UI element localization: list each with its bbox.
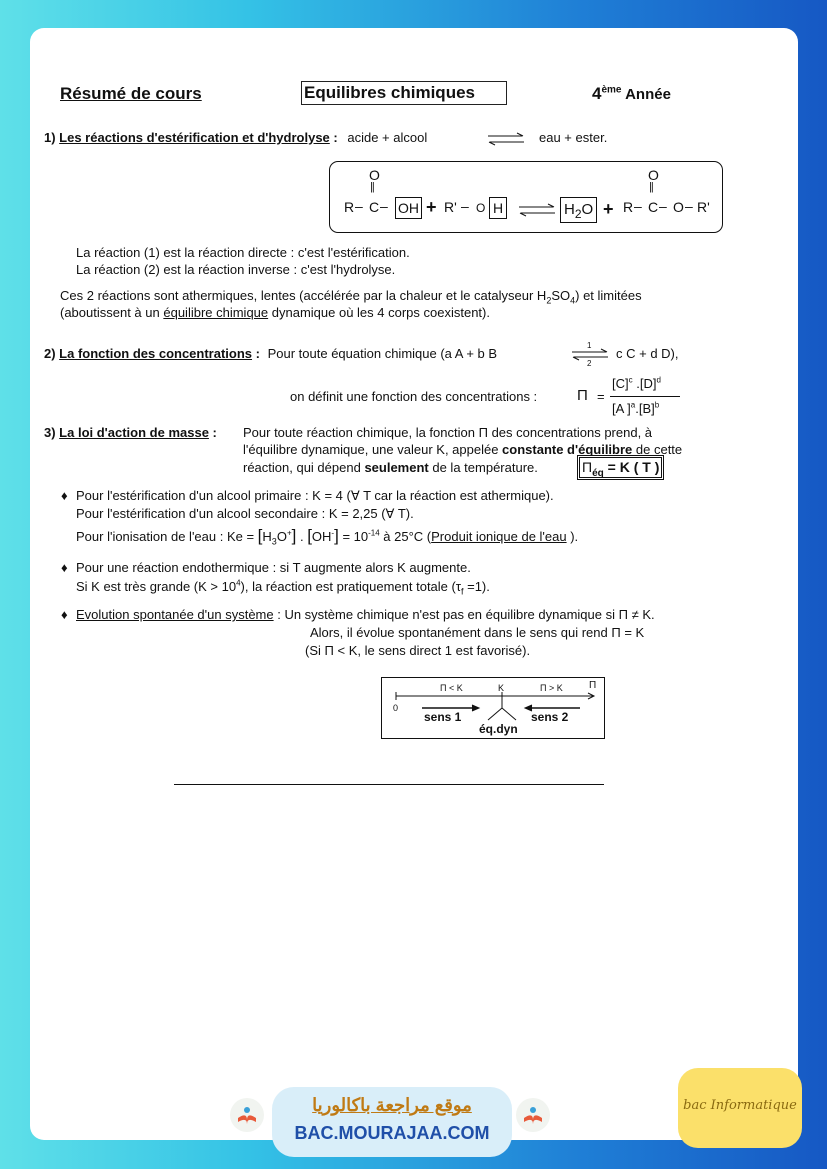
formula-r2: R [623, 199, 634, 215]
formula-rprime: R' [444, 199, 457, 215]
s2-arrow-top: 1 [587, 341, 592, 350]
num-d: [D] [639, 376, 657, 391]
den-b: [B] [638, 401, 655, 416]
b1-h3o-o: O [276, 529, 287, 544]
diagram-sens1: sens 1 [424, 710, 462, 724]
b2-l2a: Si K est très grande (K > 10 [76, 579, 237, 594]
b1-dot: . [296, 529, 308, 544]
bullet1-line1: Pour l'estérification d'un alcool primaire : K = 4 (∀ T car la réaction est athermique). [76, 488, 554, 503]
s1-par-a: Ces 2 réactions sont athermiques, lentes (accélérée par la chaleur et le catalyseur H [60, 288, 547, 303]
formula-area [329, 161, 723, 233]
formula-c2: C [648, 199, 659, 215]
diagram-pi-gt-k: Π > K [540, 683, 563, 693]
formula-oh-box: OH [395, 197, 422, 219]
s1-par-b: SO [551, 288, 571, 303]
equilibrium-arrow-1 [486, 131, 526, 147]
footer-url[interactable]: BAC.MOURAJAA.COM [294, 1123, 490, 1143]
formula-h2o-o: O [581, 201, 594, 218]
book-icon-left [230, 1098, 264, 1132]
formula-h2o-2: 2 [574, 207, 582, 221]
bullet1-line2: Pour l'estérification d'un alcool secondaire : K = 2,25 (∀ T). [76, 506, 414, 521]
footer-site-badge[interactable] [272, 1087, 512, 1157]
formula-o-mid: O [476, 201, 486, 215]
s3-title: La loi d'action de masse [59, 425, 209, 440]
s1-par2-a: (aboutissent à un [60, 305, 164, 320]
s3-line2 [243, 442, 763, 458]
formula-rprime2: R' [697, 199, 710, 215]
b1-h3o-sub: 3 [271, 536, 277, 547]
s1-eq-right: eau + ester. [539, 130, 608, 145]
s3-l2b: constante d'équilibre [502, 442, 633, 457]
diagram-k: K [498, 683, 505, 693]
formula-dash5: – [659, 198, 667, 214]
b2-l2c: =1). [463, 579, 490, 594]
diamond-bullet-1: ♦ [61, 488, 68, 503]
s2-numerator [612, 376, 661, 392]
s1-eq-left: acide + alcool [347, 130, 428, 145]
formula-dash1: – [355, 198, 363, 214]
den-a-exp: a [630, 400, 636, 410]
s3-l3c: de la température. [428, 460, 538, 475]
s2-pi: Π [577, 387, 588, 404]
grade-sup: ème [601, 84, 622, 96]
reaction-inverse: La réaction (2) est la réaction inverse : c'est l'hydrolyse. [76, 262, 396, 277]
box-sub: éq [592, 467, 604, 479]
b1-l3c: ). [566, 529, 579, 544]
s2-equilibrium-arrow [570, 341, 610, 367]
diagram-zero: 0 [393, 703, 399, 713]
den-dot: . [635, 401, 639, 416]
diagram-pi-end: Π [589, 680, 597, 691]
b1-eq: = 10 [338, 529, 369, 544]
b1-oh: OH [311, 529, 332, 544]
s2-text: Pour toute équation chimique (a A + b B [267, 346, 498, 361]
den-b-exp: b [654, 400, 660, 410]
s3-line3 [243, 460, 583, 476]
s1-par-c: ) et limitées [575, 288, 642, 303]
b1-oh-sup: - [331, 528, 335, 538]
reaction-direct: La réaction (1) est la réaction directe : c'est l'estérification. [76, 245, 410, 260]
k-of-t-box [579, 457, 662, 478]
s3-l2a: l'équilibre dynamique, une valeur K, appelée [243, 442, 503, 457]
s1-paragraph-line1 [60, 288, 760, 304]
formula-dbl2: || [649, 181, 653, 193]
formula-o1: O [369, 167, 380, 183]
formula-o2: O [673, 199, 684, 215]
formula-plus1: + [426, 197, 437, 217]
bullet2-line2 [76, 579, 766, 595]
b3-l1: : Un système chimique n'est pas en équilibre dynamique si Π ≠ K. [273, 607, 655, 622]
num-dot: . [632, 376, 640, 391]
s2-colon: : [252, 346, 260, 361]
b2-l2b: ), la réaction est pratiquement totale (τ [240, 579, 461, 594]
b1-l3a: Pour l'ionisation de l'eau : Ke = [76, 529, 258, 544]
bullet1-line3: Pour l'ionisation de l'eau : $Ke = [H_3O^+]$ . $[OH^-] = 10^{-14}$ à 25°C (Produit ionique de l'eau ). [76, 526, 579, 547]
s2-text-end: c C + d D), [616, 346, 679, 361]
box-rest: = K ( T ) [603, 459, 660, 475]
formula-o-top2: O [648, 167, 659, 183]
box-pi: Π [582, 459, 593, 475]
grade-label [592, 84, 671, 104]
s3-l2c: de cette [632, 442, 683, 457]
book-icon-right-svg [516, 1098, 550, 1132]
formula-dash3: – [461, 198, 469, 214]
formula-dash6: – [685, 198, 693, 214]
s1-par2-u: équilibre chimique [163, 305, 269, 320]
s3-l3b: seulement [364, 460, 429, 475]
formula-c1: C [369, 199, 380, 215]
s1-par-sub2: 2 [546, 295, 552, 306]
diagram-pi-lt-k: Π < K [440, 683, 463, 693]
formula-dash2: – [380, 198, 388, 214]
formula-r1: R [344, 199, 355, 215]
diamond-bullet-3: ♦ [61, 607, 68, 622]
s3-line1: Pour toute réaction chimique, la fonction Π des concentrations prend, à [243, 425, 653, 440]
num-c-exp: c [628, 375, 633, 385]
formula-dash4: – [634, 198, 642, 214]
b1-l3b: à 25°C ( [379, 529, 432, 544]
den-a: [A ] [612, 401, 631, 416]
num-d-exp: d [656, 375, 661, 385]
s2-equals: = [597, 389, 605, 404]
book-icon-right [516, 1098, 550, 1132]
resume-label: Résumé de cours [60, 84, 202, 103]
badge-text: bac Informatique [683, 1098, 797, 1113]
formula-dbl1: || [370, 181, 374, 193]
grade-word: Année [621, 86, 671, 103]
bullet2-line1: Pour une réaction endothermique : si T augmente alors K augmente. [76, 560, 471, 575]
s3-colon: : [208, 425, 217, 440]
diagram-sens2: sens 2 [531, 710, 569, 724]
bac-informatique-badge [678, 1068, 802, 1148]
formula-h2o-box [560, 197, 597, 223]
s2-arrow-bot: 2 [587, 359, 592, 368]
s1-title: Les réactions d'estérification et d'hydrolyse [59, 130, 330, 145]
s1-num: 1) [44, 130, 60, 145]
b1-l3u: Produit ionique de l'eau [431, 529, 567, 544]
b3-u: Evolution spontanée d'un système [76, 607, 274, 622]
s3-heading [44, 425, 217, 441]
bullet3-line2: Alors, il évolue spontanément dans le sens qui rend Π = K [310, 625, 645, 640]
s2-title: La fonction des concentrations [59, 346, 253, 361]
grade-num: 4 [592, 84, 602, 103]
b1-exp: -14 [368, 528, 380, 538]
bullet3-line3: (Si Π < K, le sens direct 1 est favorisé). [305, 643, 531, 658]
b1-h3o-sup: + [286, 528, 292, 538]
b2-sub: f [460, 586, 464, 597]
s1-par2-b: dynamique où les 4 corps coexistent). [268, 305, 490, 320]
s3-num: 3) [44, 425, 60, 440]
s2-denominator [612, 401, 659, 417]
book-icon-left-svg [230, 1098, 264, 1132]
bullet3-line1 [76, 607, 766, 623]
s2-define: on définit une fonction des concentrations : [290, 389, 538, 404]
b2-exp: 4 [236, 578, 241, 588]
s3-l3a: réaction, qui dépend [243, 460, 365, 475]
s1-par-sub4: 4 [570, 295, 576, 306]
s2-num: 2) [44, 346, 60, 361]
end-rule [174, 784, 604, 785]
formula-h2o-h: H [564, 201, 575, 218]
formula-plus2: + [603, 199, 614, 219]
s2-heading [44, 346, 604, 362]
formula-h-box: H [489, 197, 507, 219]
s1-heading [44, 130, 764, 146]
chapter-title: Equilibres chimiques [301, 81, 507, 105]
diagram-eqdyn: éq.dyn [479, 722, 518, 736]
b1-h3o-h: H [262, 529, 272, 544]
s1-paragraph-line2 [60, 305, 760, 321]
footer-arabic: موقع مراجعة باكالوريا [312, 1095, 472, 1115]
s1-colon: : [329, 130, 338, 145]
num-c: [C] [612, 376, 629, 391]
diamond-bullet-2: ♦ [61, 560, 68, 575]
fraction-bar [610, 396, 680, 397]
equilibrium-arrow-2 [517, 202, 557, 218]
evolution-diagram [381, 677, 605, 739]
